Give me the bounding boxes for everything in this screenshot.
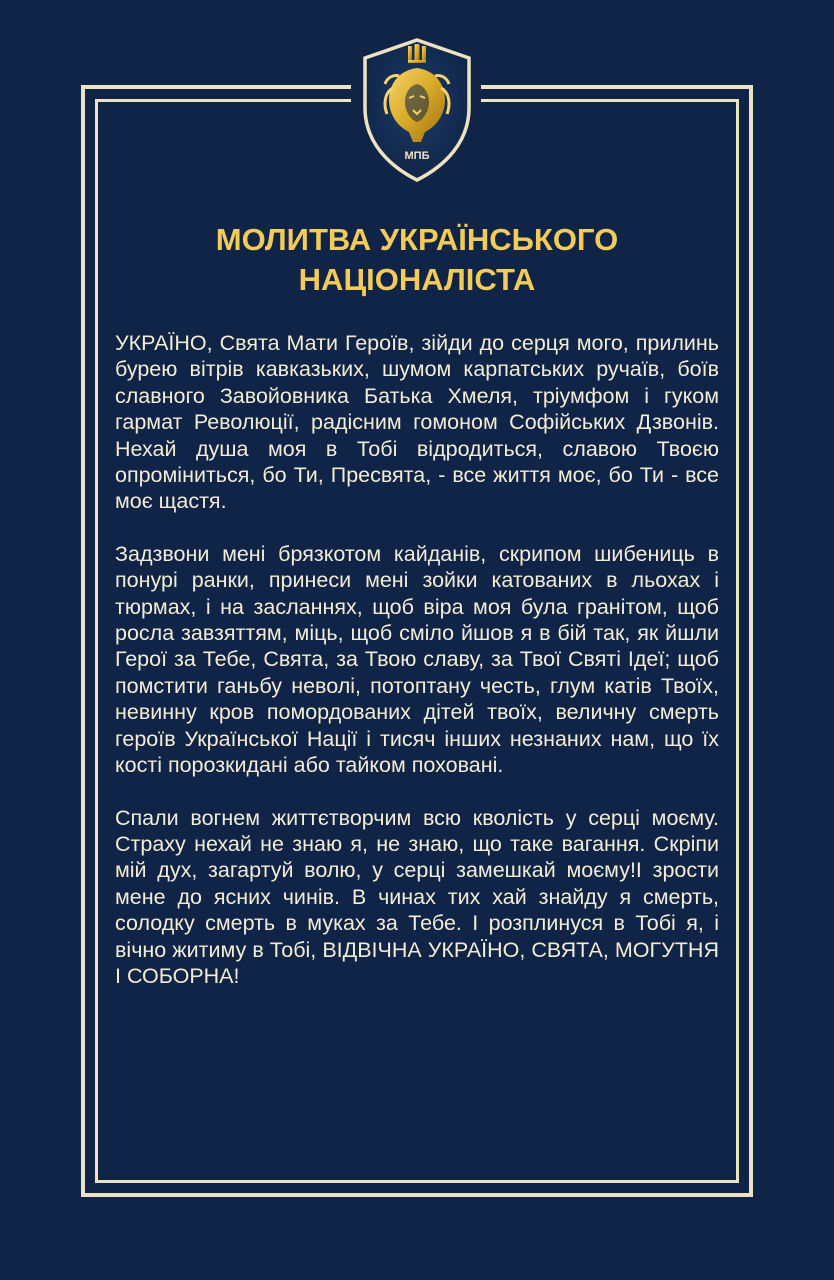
title-line-1: МОЛИТВА УКРАЇНСЬКОГО: [215, 222, 619, 257]
paragraph-2: Задзвони мені брязкотом кайданів, скрипом шибениць в понурі ранки, принеси мені зойки катованих в льохах і тюрмах, і на засланнях, щоб віра моя була гранітом, щоб росла завзяттям, міць, щоб сміло йшов я в бій так, як йшли Герої за Тебе, Свята, за Твою славу, за Твої Святі Ідеї; щоб помстити ганьбу неволі, потоптану честь, глум катів Твоїх, невинну кров помордованих дітей твоїх, величну смерть героїв Української Нації і тисяч інших незнаних нам, що їх кості порозкидані або тайком поховані.: [115, 541, 719, 778]
title-line-2: НАЦІОНАЛІСТА: [298, 262, 536, 297]
page-title: [130, 220, 704, 300]
emblem-label: МПБ: [404, 150, 430, 162]
lion-shield-emblem-icon: [359, 30, 475, 184]
paragraph-1: УКРАЇНО, Свята Мати Героїв, зійди до серця мого, прилинь бурею вітрів кавказьких, шумом карпатських ручаїв, боїв славного Завойовника Батька Хмеля, тріумфом і гуком гармат Революції, радісним гомоном Софійських Дзвонів. Нехай душа моя в Тобі відродиться, славою Твоєю опроміниться, бо Ти, Пресвята, - все життя моє, бо Ти - все моє щастя.: [115, 331, 719, 514]
prayer-body: [115, 330, 719, 1015]
paragraph-3: Спали вогнем життєтворчим всю кволість у серці моєму. Страху нехай не знаю я, не знаю, що таке вагання. Скріпи мій дух, загартуй волю, у серці замешкай моєму!І зрости мене до ясних чинів. В чинах тих хай знайду я смерть, солодку смерть в муках за Тебе. І розплинуся в Тобі я, і вічно житиму в Тобі, ВІДВІЧНА УКРАЇНО, СВЯТА, МОГУТНЯ І СОБОРНА!: [115, 805, 719, 988]
